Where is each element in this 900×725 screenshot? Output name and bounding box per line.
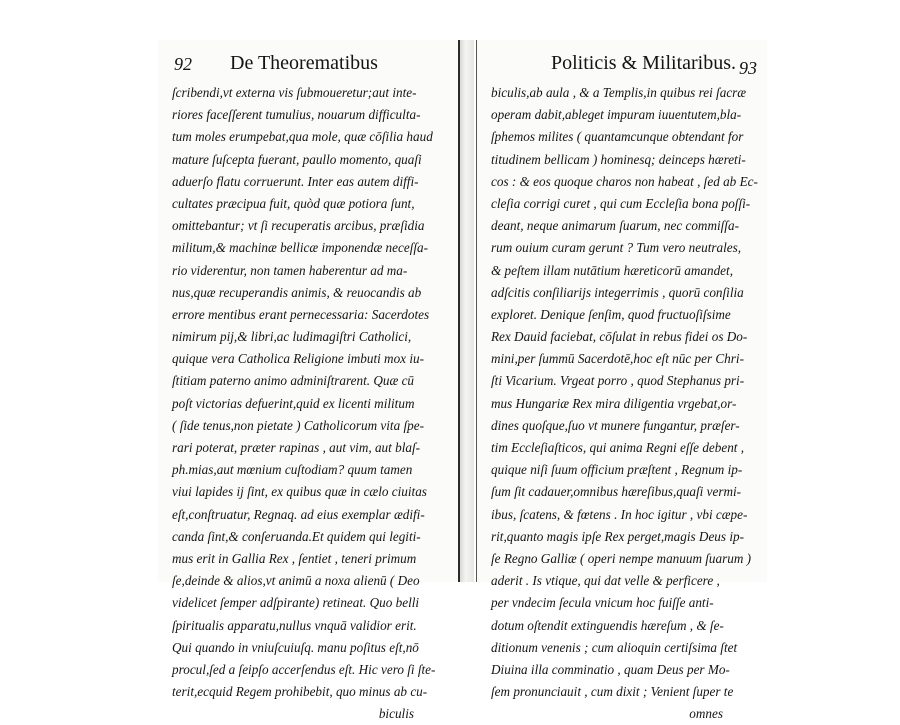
text-line: Diuina illa comminatio , quam Deus per Mo- xyxy=(491,661,730,677)
book-gutter xyxy=(460,40,474,582)
text-line: mus Hungariæ Rex mira diligentia vrgebat,or- xyxy=(491,395,737,411)
text-line: aderit . Is vtique, qui dat velle & perficere , xyxy=(491,573,720,589)
text-line: tum moles erumpebat,qua mole, quæ cōſilia haud xyxy=(172,129,433,145)
text-line: riores faceſſerent tumulius, nouarum difficulta- xyxy=(172,107,421,123)
text-line: dines quoſque,ſuo vt munere fungantur, præſer- xyxy=(491,417,740,433)
text-line: videlicet ſemper adſpirante) retineat. Quo belli xyxy=(172,595,420,611)
text-line: ſem pronunciauit , cum dixit ; Venient ſuper te xyxy=(491,684,734,700)
text-line: ſpiritualis apparatu,nullus vnquā validior erit. xyxy=(172,617,417,633)
left-page-number: 92 xyxy=(174,54,192,74)
text-line: ſum ſit cadauer,omnibus hæreſibus,quaſi vermi- xyxy=(491,484,742,500)
text-line: cleſia corrigi curet , qui cum Eccleſia bona poſſi- xyxy=(491,195,751,211)
left-body-text xyxy=(172,82,450,725)
catchword: omnes xyxy=(689,706,723,722)
text-line: rio viderentur, non tamen haberentur ad ma- xyxy=(172,262,408,278)
text-line: tim Eccleſiaſticos, qui anima Regni eſſe debent , xyxy=(491,440,745,455)
text-line: adſcitis conſiliarijs integerrimis , quorū conſilia xyxy=(491,284,744,300)
text-line: cultates præcipua fuit, quòd quæ potiora ſunt, xyxy=(172,195,415,211)
text-line: viui lapides ij ſint, ex quibus quæ in cælo ciuitas xyxy=(172,484,427,500)
text-line: quique niſi ſuum officium præſtent , Regnum ip- xyxy=(491,462,743,478)
text-line: terit,ecquid Regem prohibebit, quo minus ab cu- xyxy=(172,684,428,700)
text-line: canda ſint,& conſeruanda.Et quidem qui legiti- xyxy=(172,528,421,544)
text-line: procul,ſed a ſeipſo accerſendus eſt. Hic vero ſi ſte- xyxy=(172,661,436,677)
catchword: biculis xyxy=(378,706,414,722)
text-line: ſe Regno Galliæ ( operi nempe manuum ſuarum ) xyxy=(491,550,752,566)
text-line: per vndecim ſecula vnicum hoc fuiſſe anti- xyxy=(491,595,714,611)
text-line: mature ſuſcepta fuerant, paullo momento, quaſi xyxy=(172,151,422,167)
text-line: exploret. Denique ſenſim, quod fructuoſiſsime xyxy=(491,306,731,322)
text-line: errore mentibus erant pernecessaria: Sacerdotes xyxy=(172,306,430,322)
text-line: rum ouium curam gerunt ? Tum vero neutrales, xyxy=(491,240,742,256)
text-line: rari poterat, præter rapinas , aut vim, aut blaſ- xyxy=(172,440,421,455)
text-line: Qui quando in vniuſcuiuſq. manu poſitus eſt,nō xyxy=(172,639,419,655)
text-line: ph.mias,aut mœnium cuſtodiam? quum tamen xyxy=(172,462,413,478)
text-line: ſti Vicarium. Vrgeat porro , quod Stephanus pri- xyxy=(491,373,745,389)
text-line: dotum oſtendit extinguendis hæreſum , & ſe- xyxy=(491,617,724,633)
text-line: ſtitiam paterno animo adminiſtrarent. Quæ cū xyxy=(172,373,415,389)
text-line: titudinem bellicam ) hominesq; deinceps hæreti- xyxy=(491,151,746,167)
text-line: Rex Dauid faciebat, cōſulat in rebus fidei os Do- xyxy=(491,329,748,345)
text-line: militum,& machinæ bellicæ imponendæ neceſſa- xyxy=(172,240,429,256)
text-line: deant, neque animarum ſuarum, nec commiſſa- xyxy=(491,218,739,234)
text-line: ſe,deinde & alios,vt animū a noxa alienū ( Deo xyxy=(172,573,420,589)
text-line: eſt,conſtruatur, Regnaq. ad eius exemplar ædifi- xyxy=(172,506,425,522)
text-line: cos : & eos quoque charos non habeat , ſed ab Ec- xyxy=(491,173,758,189)
text-line: biculis,ab aula , & a Templis,in quibus rei ſacræ xyxy=(491,85,747,100)
text-line: operam dabit,ableget impuram iuuentutem,bla- xyxy=(491,107,742,123)
text-line: quique vera Catholica Religione imbuti mox iu- xyxy=(172,351,424,367)
left-page-header xyxy=(174,50,448,80)
text-line: ditionum venenis ; cum alioquin certiſsima ſtet xyxy=(491,639,738,655)
right-running-title: Politicis & Militaribus. xyxy=(551,52,737,74)
text-line: aduerſo flatu corruerunt. Inter eas autem diffi- xyxy=(172,173,419,189)
right-page xyxy=(476,40,767,722)
text-line: mini,per ſummū Sacerdotē,hoc eſt nūc per Chri- xyxy=(491,351,744,367)
text-line: poſt victorias defuerint,quid ex licenti militum xyxy=(172,395,415,411)
left-page xyxy=(158,40,460,722)
text-line: nus,quæ recuperandis animis, & reuocandis ab xyxy=(172,284,422,300)
text-line: mus erit in Gallia Rex , ſentiet , teneri primum xyxy=(172,550,417,566)
text-line: ibus, ſcatens, & fœtens . In hoc igitur , vbi cæpe- xyxy=(491,506,748,522)
text-line: ( ſide tenus,non pietate ) Catholicorum vita ſpe- xyxy=(172,417,424,433)
right-body-text xyxy=(491,82,759,725)
text-line: ſphemos milites ( quantamcunque obtendant for xyxy=(491,129,744,145)
text-line: nimirum pij,& libri,ac ludimagiſtri Catholici, xyxy=(172,329,412,345)
text-line: ſcribendi,vt externa vis ſubmoueretur;aut inte- xyxy=(172,85,417,100)
right-page-number: 93 xyxy=(739,58,757,78)
right-page-header xyxy=(493,50,757,80)
left-running-title: De Theorematibus xyxy=(230,52,378,74)
text-line: omittebantur; vt ſi recuperatis arcibus, præſidia xyxy=(172,218,425,234)
text-line: & peſtem illam nutātium hæreticorū amandet, xyxy=(491,262,733,278)
text-line: rit,quanto magis ipſe Rex perget,magis Deus ip- xyxy=(491,528,744,544)
